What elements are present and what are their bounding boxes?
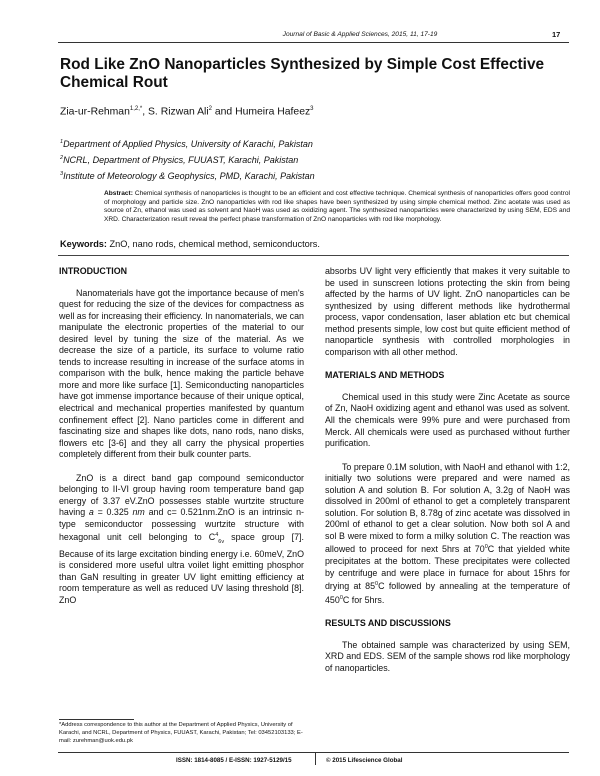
left-column [59, 266, 304, 619]
footer-divider [58, 752, 569, 753]
footer-separator [315, 753, 316, 765]
footer-issn: ISSN: 1814-8085 / E-ISSN: 1927-5129/15 [176, 757, 292, 764]
author-name: , S. Rizwan Ali [142, 106, 209, 118]
text-run: space group [7]. Because of its large excitation binding energy i.e. 60meV, ZnO is considered more useful ultra voilet light emitting phosphor than GaN resulting in greater UV light emitting efficiency at room temperature as well as reduced UV lasing threshold [8]. ZnO [59, 532, 304, 605]
intro-paragraph-continued: absorbs UV light very efficiently that makes it very suitable to be used in sunscreen lotions protecting the skin from being affected by the harms of UV light. ZnO nanoparticles can be synthesized by using different methods like hydrothermal process, vapor condensation, laser ablation etc but chemical method presents simple, low cost but quite efficient method of nanoparticle synthesis with controlled morphologies in comparison with all other method. [325, 266, 570, 357]
paper-title: Rod Like ZnO Nanoparticles Synthesized by Simple Cost Effective Chemical Rout [60, 56, 545, 91]
subscript: 6v [218, 539, 225, 546]
author-name: Zia-ur-Rehman [60, 106, 130, 118]
intro-paragraph-1: Nanomaterials have got the importance because of men's quest for reducing the size of the devices for compactness as well as for increasing their efficiency. In nanomaterials, we can manipulate the electronic properties of the material to our desired level by tuning the size of the material. As we decrease the size of a particle, its surface to volume ratio tends to increase resulting in increase of the surface atoms in comparison with the bulk, hence making the particle behave more and more like surface [1]. Semiconducting nanoparticles have got immense importance because of their unique optical, electrical and mechanical properties manifested by quantum confinement effect [2]. Nano particles come in different and fascinating size and shapes like dots, nano rods, nano disks, flowers etc [3-6] and they all carry the physical properties completely different from their bulk counter parts. [59, 287, 304, 460]
footnote-divider [59, 719, 134, 720]
affiliation [60, 139, 313, 149]
footer-publisher: © 2015 Lifescience Global [326, 757, 403, 764]
affiliation-text: Institute of Meteorology & Geophysics, PMD, Karachi, Pakistan [63, 171, 315, 181]
affiliation [60, 171, 315, 181]
intro-paragraph-2 [59, 473, 304, 607]
text-run: a [88, 507, 94, 518]
keywords-text: ZnO, nano rods, chemical method, semiconductors. [109, 239, 320, 249]
journal-citation: Journal of Basic & Applied Sciences, 2015, 11, 17-19 [282, 31, 438, 38]
results-paragraph-1: The obtained sample was characterized by using SEM, XRD and EDS. SEM of the sample shows rod like morphology of nanoparticles. [325, 639, 570, 673]
superscript: 4 [215, 532, 219, 539]
text-run: C that yielded white precipitates at the bottom. These precipitates were collected by centrifuge and were place in furnace for about 15hrs for drying at 85 [325, 544, 570, 592]
affiliation-mark: 3 [60, 171, 64, 177]
degree-mark: 0 [484, 544, 488, 551]
abstract-text: Chemical synthesis of nanoparticles is thought to be an efficient and cost effective technique. Chemical synthesis of nanoparticles offers good control of morphology and particle size. ZnO nanoparticles with rod like shapes have been synthesized by using simple chemical method. Zinc acetate was used as source of Zn, ethanol was used as solvent and NaoH was used as oxidizing agent. The synthesized nanoparticles were characterized by using SEM, EDS and XRD. Characterization result reveal the perfect phase transformation of ZnO nanoparticles with rod like morphology. [104, 190, 570, 223]
text-run: = 0.325 [93, 507, 133, 518]
affiliation-mark: 2 [60, 155, 64, 161]
author-affil-mark: 1,2,* [129, 106, 143, 112]
text-run: C followed by annealing at the temperature of 450 [325, 581, 570, 605]
section-divider [58, 255, 569, 256]
page-number: 17 [552, 30, 561, 39]
abstract [104, 190, 570, 224]
keywords-label: Keywords: [60, 239, 107, 249]
abstract-label: Abstract: [104, 190, 133, 197]
author-affil-mark: 2 [208, 106, 212, 112]
degree-mark: 0 [375, 581, 379, 588]
section-heading-results: RESULTS AND DISCUSSIONS [325, 618, 451, 629]
section-heading-materials-methods: MATERIALS AND METHODS [325, 370, 445, 381]
text-run: To prepare 0.1M solution, with NaoH and ethanol with 1:2, initially two solutions were prepared and were named as solution A and solution B. For solution A, 3.2g of NaoH was dissolved in 200ml of ethanol to get a completely transparent solution. For solution B, 8.78g of zinc acetate was dissolved in 200ml of ethanol to get a clear solution. Now both sol A and sol B were mixed to form a milky solution C. The reaction was allowed to proceed for next 5hrs at 70 [325, 461, 570, 555]
affiliation [60, 155, 298, 165]
methods-paragraph-2 [325, 462, 570, 606]
affiliation-text: Department of Applied Physics, University of Karachi, Pakistan [63, 139, 313, 149]
text-run: and c= 0.521nm.ZnO is an intrinsic n-type semiconductor possessing wurtzite structure with hexagonal unit cell belonging to C [59, 507, 304, 543]
affiliation-mark: 1 [60, 139, 64, 145]
text-run: nm [132, 507, 145, 518]
methods-paragraph-1: Chemical used in this study were Zinc Acetate as source of Zn, NaoH oxidizing agent and ethanol was used as solvent. All the chemicals were 99% pure and were purchased from Merck. All chemicals were used as purchased without further purification. [325, 391, 570, 449]
correspondence-footnote: *Address correspondence to this author at the Department of Applied Physics, University of Karachi, and NCRL, Department of Physics, FUUAST, Karachi, Pakistan; Tel: 03452103133; E-mail: zurehman@uok.edu.pk [59, 722, 303, 744]
author-name: and Humeira Hafeez [211, 106, 311, 118]
author-list [60, 106, 314, 117]
affiliation-text: NCRL, Department of Physics, FUUAST, Karachi, Pakistan [63, 155, 299, 165]
keywords [60, 239, 320, 249]
degree-mark: 0 [339, 594, 343, 601]
text-run: ZnO is a direct band gap compound semiconductor belonging to II-VI group having room temperature band gap energy of 3.37 eV.ZnO possesses stable wurtzite structure having [59, 472, 304, 518]
author-affil-mark: 3 [310, 106, 314, 112]
text-run: C for 5hrs. [342, 594, 385, 605]
section-heading-introduction: INTRODUCTION [59, 266, 128, 276]
right-column [325, 266, 570, 686]
header-divider [58, 42, 569, 43]
